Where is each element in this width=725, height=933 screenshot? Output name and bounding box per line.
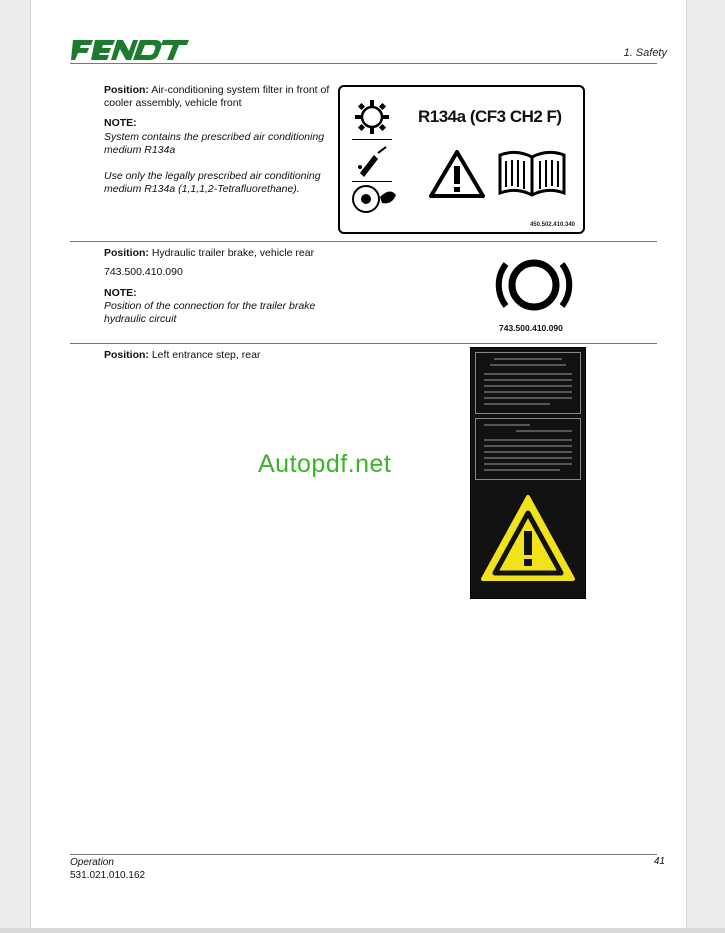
trailer-brake-icon bbox=[494, 250, 574, 320]
footer-doc-number: 531.021.010.162 bbox=[70, 870, 146, 881]
label-rule bbox=[352, 139, 392, 140]
fendt-logo bbox=[71, 36, 189, 62]
entry-2-part-number: 743.500.410.090 bbox=[104, 266, 183, 278]
viewer-bottom-bar bbox=[0, 928, 725, 933]
page-number: 41 bbox=[653, 856, 665, 867]
footer-title: Operation bbox=[70, 857, 114, 868]
fcc-warning-label bbox=[470, 347, 586, 599]
entry-1-note-label: NOTE: bbox=[104, 117, 137, 129]
brake-icon-code: 743.500.410.090 bbox=[499, 323, 563, 333]
refrigerant-label bbox=[338, 85, 585, 234]
header-divider bbox=[70, 63, 657, 64]
oil-can-icon bbox=[354, 143, 390, 179]
label-rule bbox=[352, 181, 392, 182]
compressor-icon bbox=[350, 183, 400, 215]
snowflake-icon bbox=[352, 97, 392, 137]
footer-info bbox=[70, 856, 145, 882]
entry-1-note-2: Use only the legally prescribed air conditioning medium R134a (1,1,1,2-Tetrafluorethane). bbox=[104, 170, 321, 195]
warning-triangle-icon bbox=[428, 149, 486, 199]
entry-divider bbox=[70, 241, 657, 242]
entry-1-position: Position: Air-conditioning system filter in front of cooler assembly, vehicle front bbox=[104, 84, 330, 109]
entry-divider bbox=[70, 343, 657, 344]
fcc-model-block bbox=[475, 418, 581, 480]
entry-2-note-label: NOTE: bbox=[104, 287, 137, 299]
entry-2-position: Position: Hydraulic trailer brake, vehicle rear bbox=[104, 247, 315, 259]
entry-3-position: Position: Left entrance step, rear bbox=[104, 349, 261, 361]
warning-triangle-icon bbox=[479, 493, 577, 585]
label-code: 450.502.410.340 bbox=[529, 222, 575, 228]
r134a-label-text: R134a (CF3 CH2 F) bbox=[418, 107, 562, 126]
manual-book-icon bbox=[496, 149, 568, 199]
entry-1-note-1: System contains the prescribed air conditioning medium R134a bbox=[104, 131, 325, 156]
entry-2-note-1: Position of the connection for the trailer brake hydraulic circuit bbox=[104, 300, 316, 325]
footer-divider bbox=[70, 854, 657, 855]
section-title: 1. Safety bbox=[623, 47, 667, 59]
fcc-text-block bbox=[475, 352, 581, 414]
watermark: Autopdf.net bbox=[258, 450, 392, 478]
